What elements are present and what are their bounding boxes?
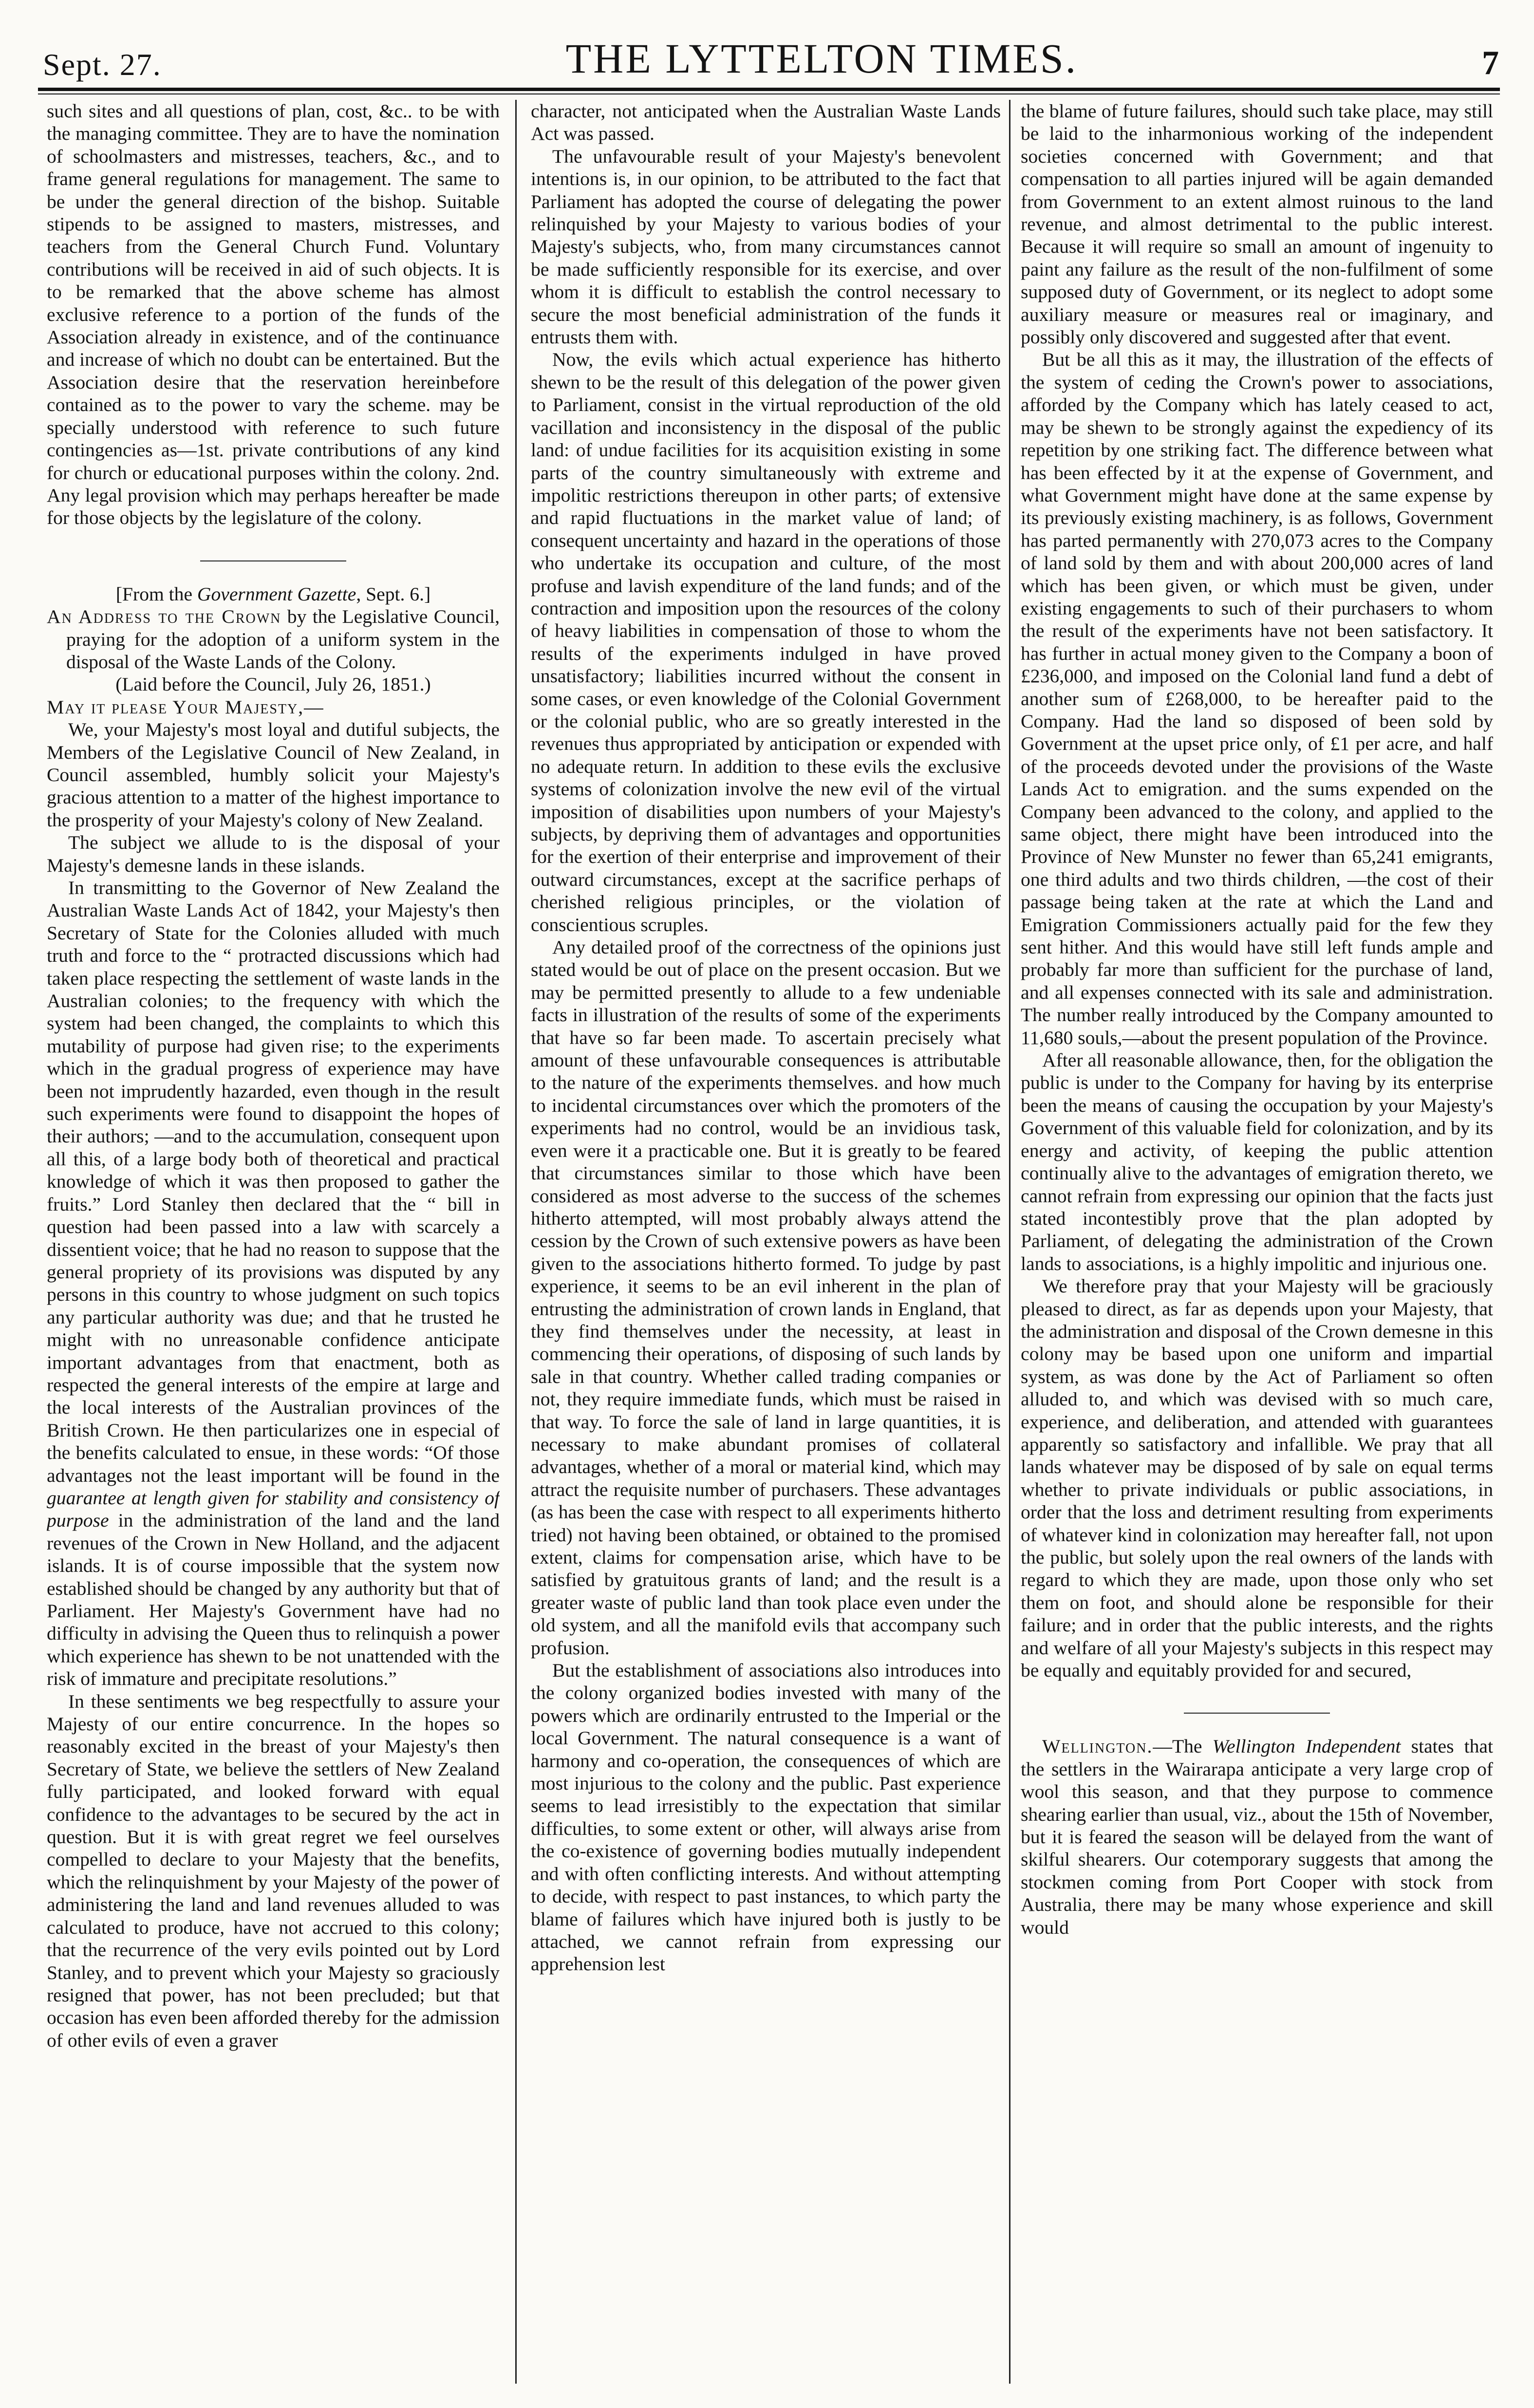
article-paragraph: But be all this as it may, the illustration of the effects of the system of ceding the Crown's power to associations, afforded by the Company which has lately ceased to act, may be shewn to be strongly against the expediency of its repetition by one striking fact. The difference between what has been effected by it at the expense of Government, and what Government might have done at the same expense by its previously existing machinery, is as follows, Government has parted permanently with 270,073 acres to the Company of land sold by them and with about 200,000 acres of land which has been given, or which must be given, under existing engagements to such of their purchasers to whom the result of the experiments have not been satisfactory. It has further in actual money given to the Company a boon of £236,000, and imposed on the Colonial land fund a debt of another sum of £268,000, to be hereafter paid to the Company. Had the land so disposed of been sold by Government at the upset price only, of £1 per acre, and half of the proceeds devoted under the provisions of the Waste Lands Act to emigration. and the sums expended on the Company been advanced to the colony, and applied to the same object, there might have been introduced into the Province of New Munster no fewer than 65,241 emigrants, one third adults and two thirds children, —the cost of their passage being taken at the rate at which the Land and Emigration Commissioners actually paid for the few they sent hither. And this would have still left funds ample and probably far more than sufficient for the purchase of land, and all expenses connected with its sale and administration. The number really introduced by the Company amounted to 11,680 souls,—about the present population of the Province. [1021,349,1493,1048]
column-1 [47,100,500,2384]
address-heading: An Address to the Crown by the Legislative Council, praying for the adoption of a uniform system in the disposal of the Waste Lands of the Colony. [47,606,500,672]
article-paragraph: The subject we allude to is the disposal of your Majesty's demesne lands in these islands. [47,832,500,876]
masthead-rule-thin [38,93,1500,94]
newspaper-title: THE LYTTELTON TIMES. [565,35,1078,82]
salutation: May it please Your Majesty,— [47,696,324,718]
section-separator [200,560,346,561]
article-paragraph: Any detailed proof of the correctness of the opinions just stated would be out of place on the present occasion. But we may be permitted presently to allude to a few undeniable facts in illustration of the results of some of the experiments that have so far been made. To ascertain precisely what amount of these unfavourable consequences is attributable to the nature of the experiments themselves. and how much to incidental circumstances over which the promoters of the experiments had no control, would be an invidious task, even were it a practicable one. But it is greatly to be feared that circumstances similar to those which have been considered as most adverse to the success of the schemes hitherto attempted, will most probably always attend the cession by the Crown of such extensive powers as have been given to the associations hitherto formed. To judge by past experience, it seems to be an evil inherent in the plan of entrusting the administration of crown lands in England, that they find themselves under the necessity, at least in commencing their operations, of disposing of such lands by sale in that country. Whether called trading companies or not, they require immediate funds, which must be raised in that way. To force the sale of land in large quantities, it is necessary to make abundant promises of collateral advantages, whether of a moral or material kind, which may attract the requisite number of purchasers. These advantages (as has been the case with respect to all experiments hitherto tried) not having been obtained, or obtained to the promised extent, claims for compensation arise, which have to be satisfied by gratuitous grants of land; and the result is a greater waste of public land than took place even under the old system, and all the manifold evils that accompany such profusion. [531,936,1001,1659]
section-separator [1184,1713,1330,1714]
article-paragraph: After all reasonable allowance, then, for the obligation the public is under to the Company for having by its enterprise been the means of causing the occupation by your Majesty's Government of this valuable field for colonization, and by its energy and activity, of keeping the public attention continually alive to the advantages of emigration thereto, we cannot refrain from expressing our opinion that the facts just stated incontestibly prove that the plan adopted by Parliament, of delegating the administration of the Crown lands to associations, is a highly impolitic and injurious one. [1021,1049,1493,1274]
issue-date: Sept. 27. [43,47,162,82]
article-paragraph: character, not anticipated when the Australian Waste Lands Act was passed. [531,100,1001,145]
gazette-source: [From the Government Gazette, Sept. 6.] [115,583,431,605]
article-paragraph: We, your Majesty's most loyal and dutiful subjects, the Members of the Legislative Council of New Zealand, in Council assembled, humbly solicit your Majesty's gracious attention to a matter of the highest importance to the prosperity of your Majesty's colony of New Zealand. [47,719,500,831]
page-number: 7 [1481,44,1499,82]
wellington-news-item: Wellington.—The Wellington Independent states that the settlers in the Wairarapa anticipate a very large crop of wool this season, and that they purpose to commence shearing earlier than usual, viz., about the 15th of November, but it is feared the season will be delayed from the want of skilful shearers. Our cotemporary suggests that among the stockmen coming from Port Cooper with stock from Australia, there may be many whose experience and skill would [1021,1736,1493,1938]
article-paragraph: In transmitting to the Governor of New Zealand the Australian Waste Lands Act of 1842, your Majesty's then Secretary of State for the Colonies alluded with much truth and force to the “ protracted discussions which had taken place respecting the settlement of waste lands in the Australian colonies; to the frequency with which the system had been changed, the complaints to which this mutability of purpose had given rise; to the experiments which in the gradual progress of experience may have been not imprudently hazarded, even though in the result such experiments were found to disappoint the hopes of their authors; —and to the accumulation, consequent upon all this, of a large body both of theoretical and practical knowledge of which it was then proposed to gather the fruits.” Lord Stanley then declared that the “ bill in question had been passed into a law with scarcely a dissentient voice; that he had no reason to suppose that the general propriety of its provisions was disputed by any persons in this country to whose judgment on such topics any particular authority was due; and that he trusted he might with no unreasonable confidence anticipate important advantages from that enactment, both as respected the general interests of the empire at large and the local interests of the Australian provinces of the British Crown. He then particularizes one in especial of the benefits calculated to ensue, in these words: “Of those advantages not the least important will be found in the guarantee at length given for stability and consistency of purpose in the administration of the land and the land revenues of the Crown in New Holland, and the adjacent islands. It is of course impossible that the system now established should be changed by any authority but that of Parliament. Her Majesty's Government have had no difficulty in advising the Queen thus to relinquish a power which experience has shewn to be not unattended with the risk of immature and precipitate resolutions.” [47,877,500,1690]
article-paragraph: In these sentiments we beg respectfully to assure your Majesty of our entire concurrence. In the hopes so reasonably excited in the breast of your Majesty's then Secretary of State, we believe the settlers of New Zealand fully participated, and looked forward with equal confidence to the advantages to be secured by the act in question. But it is with great regret we feel ourselves compelled to declare to your Majesty that the benefits, which the relinquishment by your Majesty of the power of administering the land and land revenues alluded to was calculated to produce, have not accrued to this colony; that the recurrence of the very evils pointed out by Lord Stanley, and to prevent which your Majesty so graciously resigned that power, has not been precluded; but that occasion has even been afforded thereby for the admission of other evils of even a graver [47,1690,500,2051]
article-paragraph: the blame of future failures, should such take place, may still be laid to the inharmonious working of the independent societies concerned with Government; and that compensation to all parties injured will be again demanded from Government to an extent almost ruinous to the land revenue, and almost detrimental to the public interest. Because it will require so small an amount of ingenuity to paint any failure as the result of the non-fulfilment of some supposed duty of Government, or its neglect to adopt some auxiliary measure or measures real or imaginary, and possibly only discovered and suggested after that event. [1021,100,1493,348]
masthead-rule [38,88,1500,91]
article-paragraph: such sites and all questions of plan, cost, &c.. to be with the managing committee. They are to have the nomination of schoolmasters and mistresses, teachers, &c., and to frame general regulations for management. The same to be under the general direction of the bishop. Suitable stipends to be assigned to masters, mistresses, and teachers from the General Church Fund. Voluntary contributions will be received in aid of such objects. It is to be remarked that the above scheme has almost exclusive reference to a portion of the funds of the Association already in existence, and of the continuance and increase of which no doubt can be entertained. But the Association desire that the reservation hereinbefore contained as to the power to vary the scheme. may be specially understood with reference to such future contingencies as—1st. private contributions of any kind for church or educational purposes within the colony. 2nd. Any legal provision which may perhaps hereafter be made for those objects by the legislature of the colony. [47,100,500,529]
column-3 [1021,100,1493,2384]
column-divider [1009,100,1010,2384]
article-paragraph: But the establishment of associations also introduces into the colony organized bodies invested with many of the powers which are ordinarily entrusted to the Imperial or the local Government. The natural consequence is a want of harmony and co-operation, the consequences of which are most injurious to the colony and the public. Past experience seems to lead irresistibly to the expectation that similar difficulties, to some extent or other, will always arise from the co-existence of governing bodies mutually independent and with often conflicting interests. And without attempting to decide, with respect to past instances, to which party the blame of failures which have injured both is justly to be attached, we cannot refrain from expressing our apprehension lest [531,1660,1001,1975]
article-paragraph: The unfavourable result of your Majesty's benevolent intentions is, in our opinion, to be attributed to the fact that Parliament has adopted the course of delegating the power relinquished by your Majesty to various bodies of your Majesty's subjects, who, from many circumstances cannot be made sufficiently responsible for its exercise, and over whom it is difficult to establish the control necessary to secure the most beneficial administration of the funds it entrusts them with. [531,145,1001,348]
column-divider [515,100,517,2384]
masthead [43,24,1499,83]
laid-before-note: (Laid before the Council, July 26, 1851.) [115,673,431,695]
article-paragraph: We therefore pray that your Majesty will be graciously pleased to direct, as far as depends upon your Majesty, that the administration and disposal of the Crown demesne in this colony may be based upon one uniform and impartial system, as was done by the Act of Parliament so often alluded to, and which was devised with so much care, experience, and deliberation, and attended with guarantees apparently so satisfactory and infallible. We pray that all lands whatever may be disposed of by sale on equal terms whether to private individuals or public associations, in order that the loss and detriment resulting from experiments of whatever kind in colonization may hereafter fall, not upon the public, but solely upon the real owners of the lands with regard to which they are made, upon those only who set them on foot, and should alone be responsible for their failure; and in order that the public interests, and the rights and welfare of all your Majesty's subjects in this respect may be equally and equitably provided for and secured, [1021,1275,1493,1681]
article-paragraph: Now, the evils which actual experience has hitherto shewn to be the result of this delegation of the power given to Parliament, consist in the virtual reproduction of the old vacillation and inconsistency in the disposal of the public land: of undue facilities for its acquisition existing in some parts of the country simultaneously with extreme and impolitic restrictions thereupon in other parts; of extensive and rapid fluctuations in the market value of land; of consequent uncertainty and hazard in the operations of those who undertake its occupation and culture, of the most profuse and lavish expenditure of the land funds; and of the contraction and imposition upon the resources of the colony of heavy liabilities in compensation of those to whom the results of the experiments indulged in have proved unsatisfactory; liabilities incurred without the consent in some cases, or even knowledge of the Colonial Government or the colonial public, who are so greatly interested in the revenues thus appropriated by anticipation or expended with no adequate return. In addition to these evils the exclusive systems of colonization involve the new evil of the virtual imposition of disabilities upon numbers of your Majesty's subjects, by depriving them of advantages and opportunities for the exertion of their enterprise and improvement of their outward circumstances, except at the sacrifice perhaps of cherished religious principles, or the violation of conscientious scruples. [531,349,1001,935]
column-2 [531,100,1001,2384]
